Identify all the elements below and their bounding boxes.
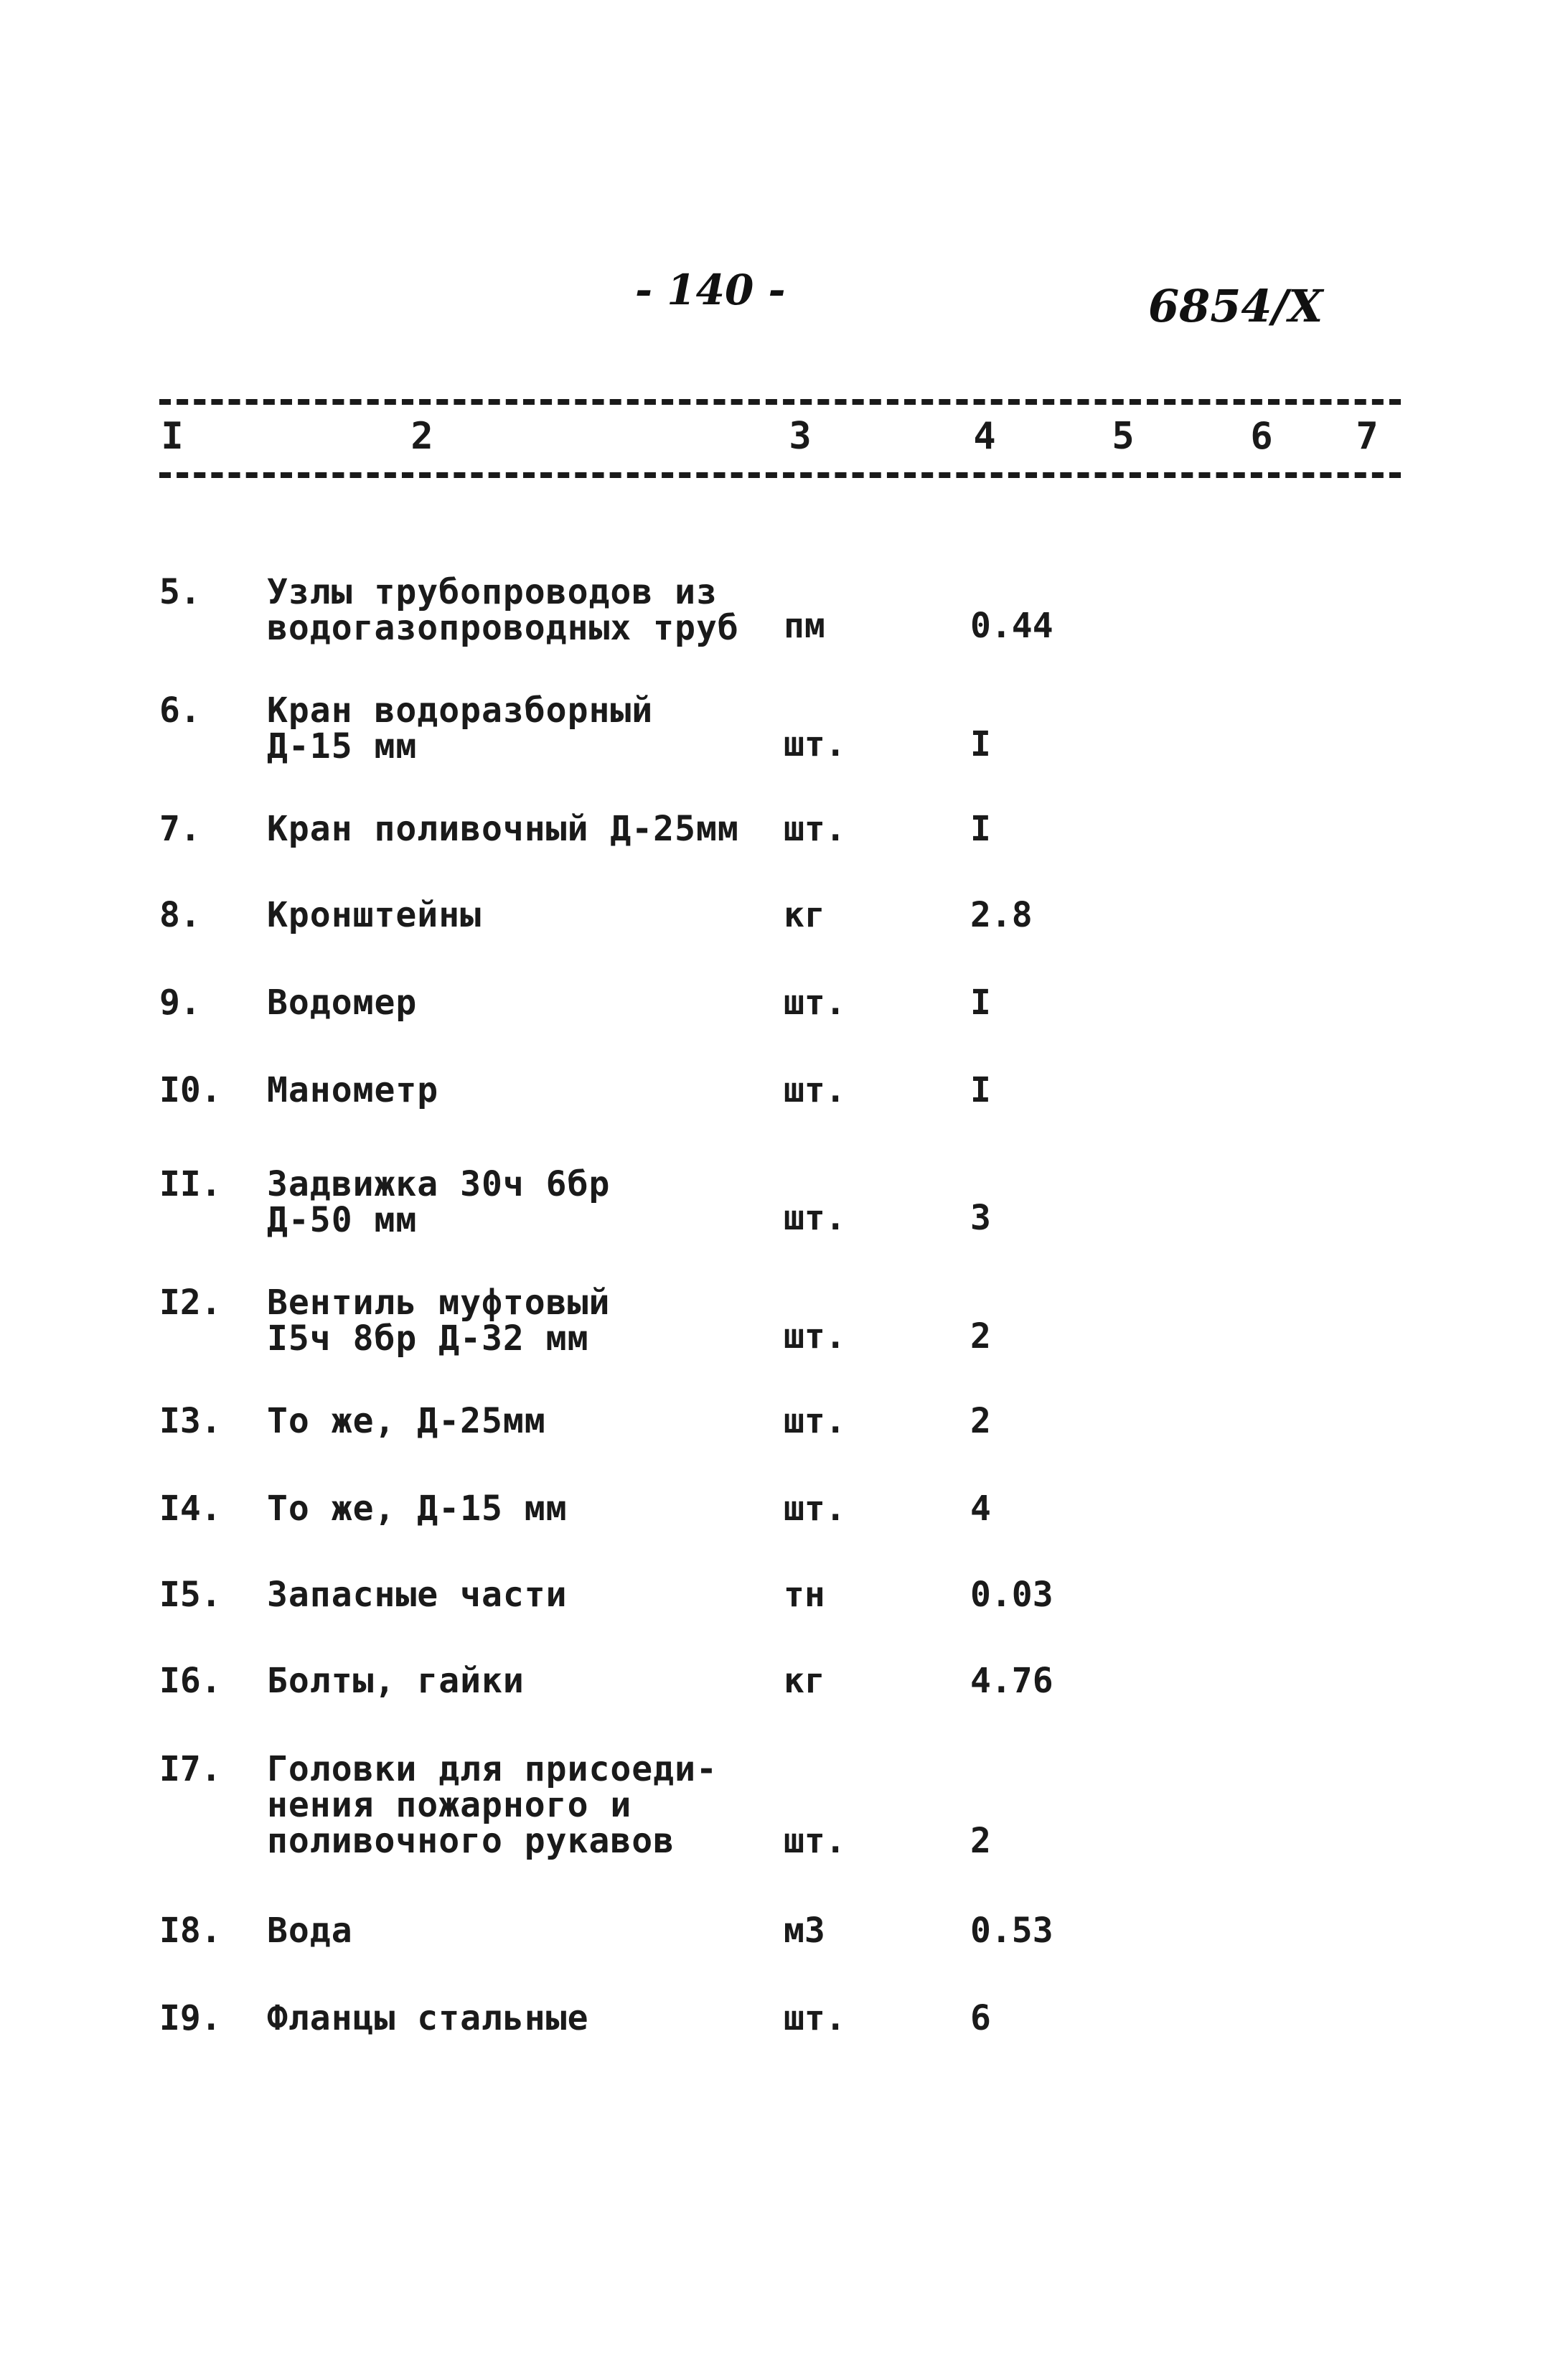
row-number: 7. (159, 809, 201, 849)
row-number: I2. (159, 1283, 222, 1323)
row-unit: пм (784, 606, 825, 646)
row-number: I9. (159, 1998, 222, 2038)
column-number-6: 6 (1250, 415, 1273, 458)
row-unit: шт. (784, 724, 846, 764)
row-unit: шт. (784, 1489, 846, 1529)
row-item-name: Болты, гайки (267, 1661, 525, 1701)
row-item-name: Фланцы стальные (267, 1998, 589, 2038)
row-quantity: 0.53 (970, 1911, 1053, 1951)
row-quantity: I (970, 724, 991, 764)
table-header-top-rule (159, 399, 1401, 405)
row-number: I0. (159, 1070, 222, 1110)
row-quantity: 0.03 (970, 1575, 1053, 1615)
row-item-name: То же, Д-25мм (267, 1401, 546, 1441)
row-quantity: 3 (970, 1198, 991, 1238)
column-number-5: 5 (1112, 415, 1135, 458)
row-quantity: 4.76 (970, 1661, 1053, 1701)
row-number: I8. (159, 1911, 222, 1951)
row-item-name: Вентиль муфтовый I5ч 8бр Д-32 мм (267, 1283, 611, 1359)
row-item-name: Кран водоразборный Д-15 мм (267, 690, 654, 767)
row-quantity: 4 (970, 1489, 991, 1529)
row-quantity: 2 (970, 1401, 991, 1441)
row-item-name: Водомер (267, 983, 418, 1023)
row-unit: шт. (784, 1070, 846, 1110)
row-quantity: 2 (970, 1821, 991, 1861)
row-unit: тн (784, 1575, 825, 1615)
row-number: 6. (159, 690, 201, 731)
row-number: 8. (159, 895, 201, 935)
row-item-name: Запасные части (267, 1575, 568, 1615)
row-item-name: Узлы трубопроводов из водогазопроводных труб (267, 572, 739, 648)
row-item-name: Кронштейны (267, 895, 482, 935)
row-number: I3. (159, 1401, 222, 1441)
row-quantity: 2.8 (970, 895, 1033, 935)
row-number: I6. (159, 1661, 222, 1701)
row-number: 5. (159, 572, 201, 612)
column-number-2: 2 (410, 415, 433, 458)
row-quantity: 6 (970, 1998, 991, 2038)
row-item-name: То же, Д-15 мм (267, 1489, 568, 1529)
row-number: II. (159, 1164, 222, 1204)
row-quantity: I (970, 1070, 991, 1110)
row-item-name: Задвижка 30ч 6бр Д-50 мм (267, 1164, 611, 1240)
row-quantity: I (970, 809, 991, 849)
row-unit: шт. (784, 1316, 846, 1356)
row-number: 9. (159, 983, 201, 1023)
column-number-3: 3 (789, 415, 812, 458)
row-unit: м3 (784, 1911, 825, 1951)
row-unit: шт. (784, 1198, 846, 1238)
table-header-bottom-rule (159, 472, 1401, 478)
column-number-7: 7 (1356, 415, 1379, 458)
row-unit: кг (784, 1661, 825, 1701)
row-quantity: 0.44 (970, 606, 1053, 646)
archive-number: 6854/X (1148, 280, 1323, 332)
row-item-name: Кран поливочный Д-25мм (267, 809, 739, 849)
row-unit: шт. (784, 1401, 846, 1441)
row-unit: шт. (784, 809, 846, 849)
row-unit: шт. (784, 1821, 846, 1861)
row-number: I5. (159, 1575, 222, 1615)
page-number: - 140 - (635, 266, 786, 314)
row-item-name: Вода (267, 1911, 353, 1951)
row-quantity: I (970, 983, 991, 1023)
column-number-1: I (161, 415, 184, 458)
row-item-name: Манометр (267, 1070, 439, 1110)
column-number-4: 4 (973, 415, 996, 458)
row-unit: шт. (784, 983, 846, 1023)
row-unit: кг (784, 895, 825, 935)
row-number: I4. (159, 1489, 222, 1529)
row-quantity: 2 (970, 1316, 991, 1356)
row-item-name: Головки для присоеди- нения пожарного и поливочного рукавов (267, 1749, 718, 1861)
row-unit: шт. (784, 1998, 846, 2038)
row-number: I7. (159, 1749, 222, 1789)
